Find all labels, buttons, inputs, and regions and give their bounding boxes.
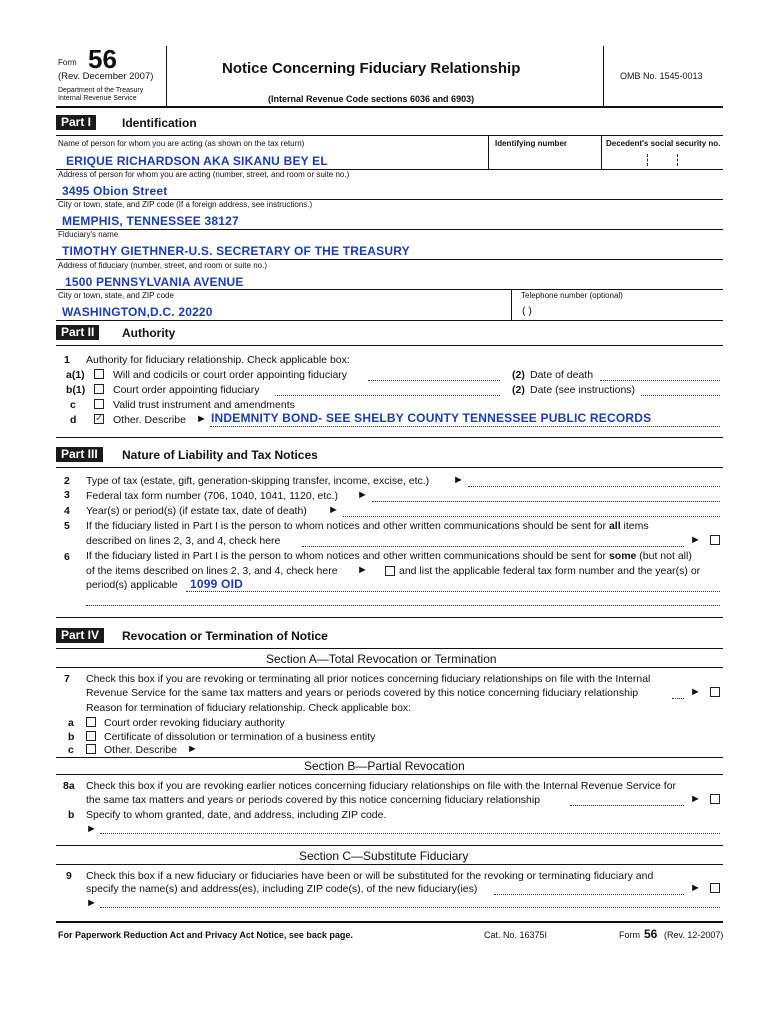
line-2-number: 2 <box>64 475 70 487</box>
taxpayer-name-label: Name of person for whom you are acting (as shown on the tax return) <box>58 139 305 148</box>
telephone-label: Telephone number (optional) <box>521 291 623 300</box>
type-of-tax-label: Type of tax (estate, gift, generation-skipping transfer, income, excise, etc.) <box>86 475 430 487</box>
line-4-number: 4 <box>64 505 70 517</box>
form-number: 56 <box>88 44 117 74</box>
date-of-death-label: Date of death <box>530 369 594 381</box>
footer-revision: (Rev. 12-2007) <box>664 930 724 940</box>
part-2-title: Authority <box>122 326 176 340</box>
line-6-text-bold: some <box>608 550 637 562</box>
arrow-icon: ► <box>328 504 339 516</box>
tax-years-field[interactable] <box>343 516 720 517</box>
omb-number: OMB No. 1545-0013 <box>620 71 703 81</box>
footer-form-number: 56 <box>644 927 658 941</box>
line-8a-text-b: the same tax matters and years or periods covered by this notice concerning fiduciary relationship <box>86 794 541 806</box>
fiduciary-name-field[interactable]: TIMOTHY GIETHNER-U.S. SECRETARY OF THE TREASURY <box>62 244 410 258</box>
line-5-text-bold: all <box>608 520 621 532</box>
taxpayer-city-label: City or town, state, and ZIP code (If a foreign address, see instructions.) <box>58 200 313 209</box>
court-revoking-label: Court order revoking fiduciary authority <box>104 717 285 729</box>
all-items-checkbox[interactable] <box>710 535 720 545</box>
part-2-label: Part II <box>56 325 99 340</box>
some-items-checkbox[interactable] <box>385 566 395 576</box>
other-authority-field[interactable]: INDEMNITY BOND- SEE SHELBY COUNTY TENNESSEE PUBLIC RECORDS <box>211 411 652 425</box>
federal-form-label: Federal tax form number (706, 1040, 1041, 1120, etc.) <box>86 490 338 502</box>
line-7-text-b: Revenue Service for the same tax matters and years or periods covered by this notice concerning fiduciary relationship <box>86 687 639 699</box>
part-1-title: Identification <box>122 116 197 130</box>
fiduciary-name-label: Fiduciary's name <box>58 230 119 239</box>
line-5-text-end: items <box>620 520 649 532</box>
line-c-key: c <box>70 399 76 411</box>
fiduciary-city-label: City or town, state, and ZIP code <box>58 291 174 300</box>
department-line-1: Department of the Treasury <box>58 87 144 94</box>
fiduciary-address-label: Address of fiduciary (number, street, and room or suite no.) <box>58 261 267 270</box>
arrow-icon: ► <box>690 686 701 698</box>
identifying-number-label: Identifying number <box>495 139 567 148</box>
applicable-periods-line-2[interactable] <box>86 605 720 606</box>
trust-instrument-checkbox[interactable] <box>94 399 104 409</box>
arrow-icon: ► <box>86 823 97 835</box>
section-a-heading: Section A—Total Revocation or Termination <box>266 652 497 666</box>
part-1-label: Part I <box>56 115 96 130</box>
line-8b-number: b <box>68 809 75 821</box>
part-4-title: Revocation or Termination of Notice <box>122 629 328 643</box>
substitute-fiduciary-checkbox[interactable] <box>710 883 720 893</box>
department-line-2: Internal Revenue Service <box>58 95 137 102</box>
court-order-checkbox[interactable] <box>94 384 104 394</box>
court-revoking-checkbox[interactable] <box>86 717 96 727</box>
line-9-text-b: specify the name(s) and address(es), including ZIP code(s), of the new fiduciary(ies) <box>86 883 478 895</box>
taxpayer-address-field[interactable]: 3495 Obion Street <box>62 184 168 198</box>
taxpayer-name-field[interactable]: ERIQUE RICHARDSON AKA SIKANU BEY EL <box>66 154 328 168</box>
telephone-field[interactable]: ( ) <box>522 305 532 317</box>
line-6-text-b-end: and list the applicable federal tax form number and the year(s) or <box>399 565 701 577</box>
line-3-number: 3 <box>64 489 70 501</box>
section-c-heading: Section C—Substitute Fiduciary <box>299 849 469 863</box>
line-6-text-b: of the items described on lines 2, 3, and 4, check here <box>86 565 338 577</box>
catalog-number: Cat. No. 16375I <box>484 930 548 940</box>
form-subtitle: (Internal Revenue Code sections 6036 and 6903) <box>268 94 475 104</box>
applicable-periods-field[interactable]: 1099 OID <box>190 577 243 591</box>
other-termination-label: Other. Describe <box>104 744 177 756</box>
arrow-icon: ► <box>690 534 701 546</box>
line-7a-key: a <box>68 717 74 729</box>
arrow-icon: ► <box>690 793 701 805</box>
arrow-icon: ► <box>86 897 97 909</box>
line-6-text <box>86 550 692 562</box>
line-b1-key: b(1) <box>66 384 86 396</box>
will-codicils-checkbox[interactable] <box>94 369 104 379</box>
line-6-number: 6 <box>64 551 70 563</box>
taxpayer-city-field[interactable]: MEMPHIS, TENNESSEE 38127 <box>62 214 239 228</box>
type-of-tax-field[interactable] <box>468 486 720 487</box>
arrow-icon: ► <box>690 882 701 894</box>
line-b2-key: (2) <box>512 384 525 396</box>
line-8a-text-a: Check this box if you are revoking earlier notices concerning fiduciary relationships on file with the Internal Revenue Service for <box>86 780 677 792</box>
federal-form-field[interactable] <box>372 501 720 502</box>
line-9-text-a: Check this box if a new fiduciary or fiduciaries have been or will be substituted for the revoking or terminating fiduciary and <box>86 870 654 882</box>
line-d-key: d <box>70 414 77 426</box>
line-1-number: 1 <box>64 354 70 366</box>
part-3-title: Nature of Liability and Tax Notices <box>122 448 318 462</box>
date-of-death-field[interactable] <box>600 380 720 381</box>
line-5-text <box>86 520 649 532</box>
form-title: Notice Concerning Fiduciary Relationship <box>222 60 521 77</box>
part-4-label: Part IV <box>56 628 104 643</box>
partial-revocation-checkbox[interactable] <box>710 794 720 804</box>
form-revision: (Rev. December 2007) <box>58 71 154 82</box>
other-termination-checkbox[interactable] <box>86 744 96 754</box>
line-6-text-c: period(s) applicable <box>86 579 178 591</box>
arrow-icon: ► <box>357 489 368 501</box>
line-8b-text: Specify to whom granted, date, and address, including ZIP code. <box>86 809 387 821</box>
part-3-label: Part III <box>56 447 103 462</box>
paperwork-notice: For Paperwork Reduction Act and Privacy Act Notice, see back page. <box>58 930 353 940</box>
identifying-number-field[interactable] <box>492 152 598 168</box>
line-7-text-a: Check this box if you are revoking or terminating all prior notices concerning fiduciary relationships on file with the Internal <box>86 673 651 685</box>
line-7c-key: c <box>68 744 74 756</box>
partial-revocation-details-field[interactable] <box>100 833 720 834</box>
arrow-icon: ► <box>357 564 368 576</box>
line-a2-key: (2) <box>512 369 525 381</box>
arrow-icon: ► <box>453 474 464 486</box>
taxpayer-address-label: Address of person for whom you are acting (number, street, and room or suite no.) <box>58 170 350 179</box>
decedent-ssn-label: Decedent's social security no. <box>606 139 721 148</box>
line-6-text-end: (but not all) <box>636 550 692 562</box>
line-7-number: 7 <box>64 673 70 685</box>
trust-instrument-label: Valid trust instrument and amendments <box>113 399 295 411</box>
line-6-text-a: If the fiduciary listed in Part I is the person to whom notices and other written communications should be sent for <box>86 550 609 562</box>
line-1-text: Authority for fiduciary relationship. Check applicable box: <box>86 354 350 366</box>
line-7b-key: b <box>68 731 75 743</box>
fiduciary-city-field[interactable]: WASHINGTON,D.C. 20220 <box>62 305 213 319</box>
total-revocation-checkbox[interactable] <box>710 687 720 697</box>
section-b-heading: Section B—Partial Revocation <box>304 759 465 773</box>
line-8a-number: 8a <box>63 780 75 792</box>
date-instructions-label: Date (see instructions) <box>530 384 636 396</box>
arrow-icon: ► <box>187 743 198 755</box>
line-7-text-c: Reason for termination of fiduciary relationship. Check applicable box: <box>86 702 412 714</box>
other-authority-label: Other. Describe <box>113 414 186 426</box>
line-9-number: 9 <box>66 870 72 882</box>
line-5-text-a: If the fiduciary listed in Part I is the person to whom notices and other written communications should be sent for <box>86 520 609 532</box>
tax-years-label: Year(s) or period(s) (if estate tax, date of death) <box>86 505 307 517</box>
court-order-label: Court order appointing fiduciary <box>113 384 260 396</box>
form-word: Form <box>58 58 77 67</box>
line-a1-key: a(1) <box>66 369 85 381</box>
footer-form-word: Form <box>619 930 640 940</box>
substitute-fiduciary-details-field[interactable] <box>100 907 720 908</box>
decedent-ssn-field[interactable] <box>606 152 718 168</box>
date-instructions-field[interactable] <box>641 395 720 396</box>
arrow-icon: ► <box>196 413 207 425</box>
dissolution-label: Certificate of dissolution or termination of a business entity <box>104 731 376 743</box>
will-codicils-label: Will and codicils or court order appointing fiduciary <box>113 369 348 381</box>
fiduciary-address-field[interactable]: 1500 PENNSYLVANIA AVENUE <box>65 275 244 289</box>
dissolution-checkbox[interactable] <box>86 731 96 741</box>
line-5-number: 5 <box>64 520 70 532</box>
other-authority-checkbox[interactable]: ✓ <box>95 413 104 424</box>
line-5-text-b: described on lines 2, 3, and 4, check here <box>86 535 281 547</box>
